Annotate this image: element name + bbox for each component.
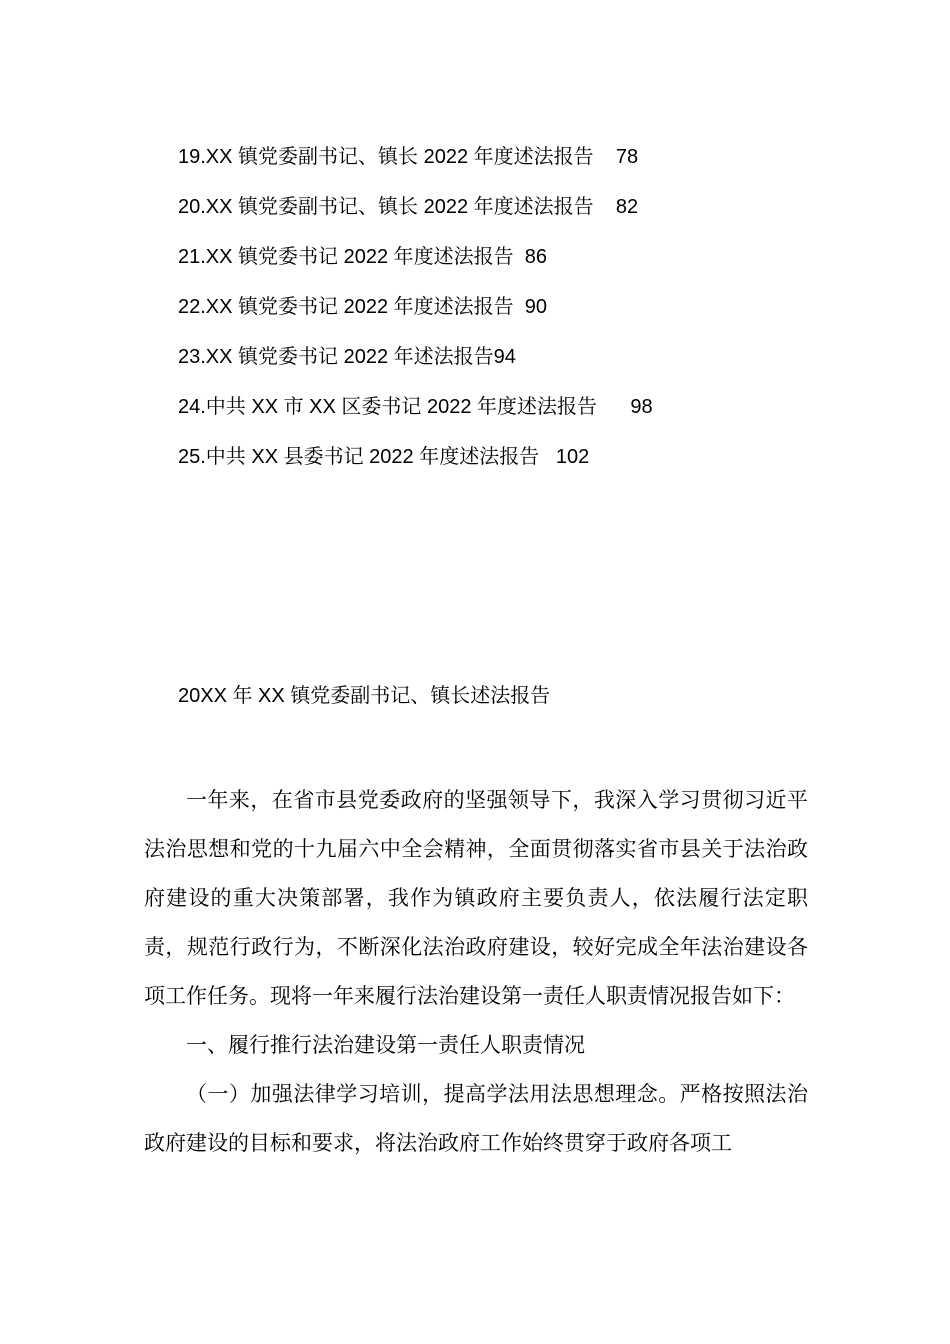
toc-entry-page: 94 xyxy=(493,346,516,368)
toc-entry-page: 98 xyxy=(630,396,653,418)
toc-entry-title: 20.XX 镇党委副书记、镇长 2022 年度述法报告 xyxy=(178,196,594,218)
document-title: 20XX 年 XX 镇党委副书记、镇长述法报告 xyxy=(178,685,551,707)
toc-entry[interactable] xyxy=(178,232,653,282)
toc-entry-gap xyxy=(539,446,556,468)
toc-entry-gap xyxy=(594,146,616,168)
toc-entry-page: 86 xyxy=(524,246,548,268)
toc-entry[interactable] xyxy=(178,382,653,432)
toc-entry-title: 25.中共 XX 县委书记 2022 年度述法报告 xyxy=(178,446,540,468)
toc-entry-gap xyxy=(514,246,525,268)
document-body xyxy=(144,776,808,1168)
toc-entry-gap xyxy=(514,296,525,318)
toc-entry-gap xyxy=(597,396,630,418)
toc-entry-title: 22.XX 镇党委书记 2022 年度述法报告 xyxy=(178,296,514,318)
toc-entry-page: 102 xyxy=(555,446,590,468)
toc-entry-title: 21.XX 镇党委书记 2022 年度述法报告 xyxy=(178,246,514,268)
toc-entry[interactable] xyxy=(178,182,653,232)
toc-entry[interactable] xyxy=(178,432,653,482)
toc-entry[interactable] xyxy=(178,332,653,382)
section-heading: 一、履行推行法治建设第一责任人职责情况 xyxy=(186,1033,585,1057)
toc-entry-title: 19.XX 镇党委副书记、镇长 2022 年度述法报告 xyxy=(178,146,594,168)
toc-entry[interactable] xyxy=(178,132,653,182)
toc-entry[interactable] xyxy=(178,282,653,332)
toc-entry-page: 78 xyxy=(615,146,639,168)
toc-entry-title: 23.XX 镇党委书记 2022 年述法报告 xyxy=(178,346,494,368)
body-paragraph: （一）加强法律学习培训，提高学法用法思想理念。严格按照法治政府建设的目标和要求，将法治政府工作始终贯穿于政府各项工 xyxy=(144,1082,808,1155)
toc-entry-title: 24.中共 XX 市 XX 区委书记 2022 年度述法报告 xyxy=(178,396,597,418)
toc-entry-page: 82 xyxy=(615,196,639,218)
body-paragraph: 一年来，在省市县党委政府的坚强领导下，我深入学习贯彻习近平法治思想和党的十九届六中全会精神，全面贯彻落实省市县关于法治政府建设的重大决策部署，我作为镇政府主要负责人，依法履行法定职责，规范行政行为，不断深化法治政府建设，较好完成全年法治建设各项工作任务。现将一年来履行法治建设第一责任人职责情况报告如下： xyxy=(144,788,808,1008)
toc-entry-page: 90 xyxy=(524,296,548,318)
toc-entry-gap xyxy=(594,196,616,218)
table-of-contents xyxy=(178,132,653,482)
